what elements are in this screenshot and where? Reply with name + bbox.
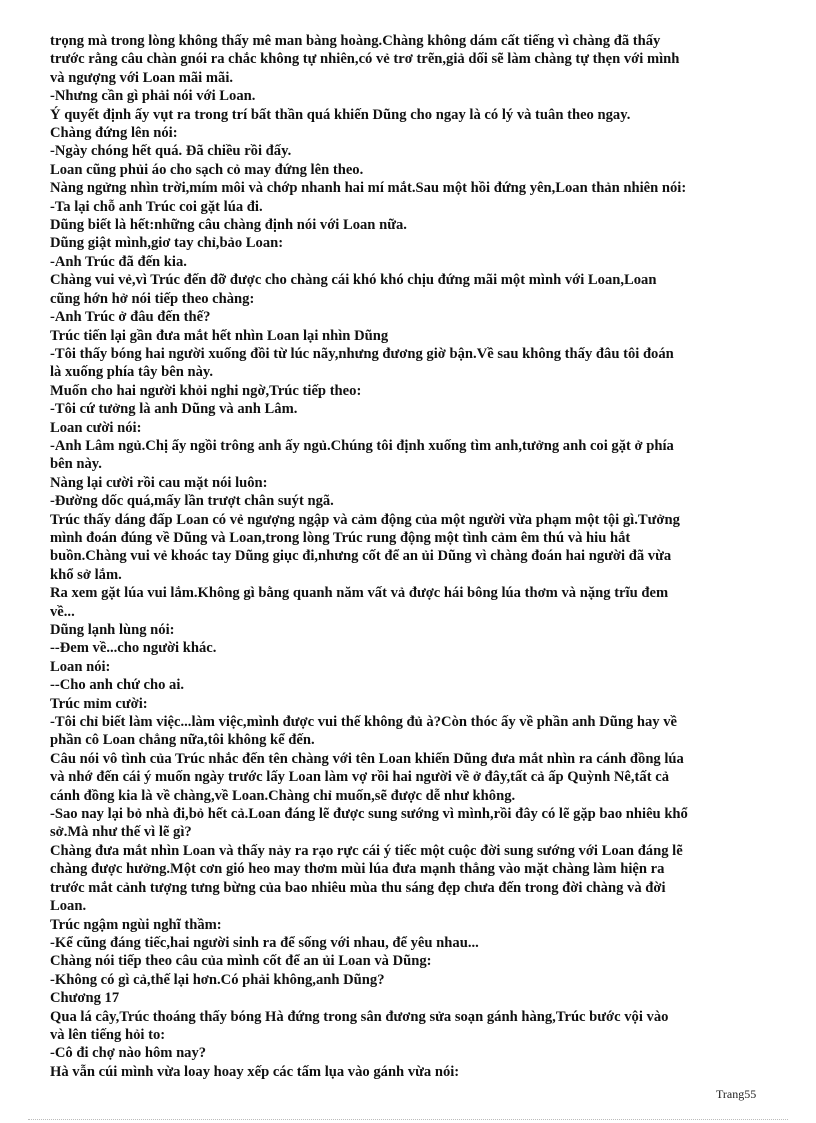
text-line: -Đường dốc quá,mấy lần trượt chân suýt ngã.: [50, 493, 334, 510]
text-line: Câu nói vô tình của Trúc nhắc đến tên chàng với tên Loan khiến Dũng đưa mắt nhìn ra cánh đồng lúa: [50, 750, 684, 767]
text-line: và lên tiếng hỏi to:: [50, 1026, 166, 1043]
text-line: Trúc thấy dáng đấp Loan có vẻ ngượng ngập và cảm động của một người vừa phạm một tội gì.Tưởng: [50, 511, 680, 528]
text-line: -Tôi chỉ biết làm việc...làm việc,mình được vui thế không đủ à?Còn thóc ấy về phần anh Dũng hay về: [50, 714, 678, 731]
text-line: Nàng lại cười rồi cau mặt nói luôn:: [50, 474, 268, 491]
text-line: Trúc tiến lại gần đưa mắt hết nhìn Loan lại nhìn Dũng: [50, 327, 389, 344]
text-line: bên này.: [50, 456, 102, 473]
text-line: Chàng đứng lên nói:: [50, 125, 178, 142]
text-line: Loan.: [50, 898, 87, 915]
text-line: Nàng ngửng nhìn trời,mím môi và chớp nhanh hai mí mắt.Sau một hồi đứng yên,Loan thản nhiên nói:: [50, 180, 687, 197]
text-line: chàng được hưởng.Một cơn gió heo may thơm mùi lúa đưa mạnh thẳng vào mặt chàng làm hiện ra: [50, 861, 665, 878]
text-line: -Anh Lâm ngủ.Chị ấy ngồi trông anh ấy ngủ.Chúng tôi định xuống tìm anh,tưởng anh coi gặt ở phía: [50, 437, 674, 454]
footer-divider: [28, 1119, 788, 1120]
text-line: Qua lá cây,Trúc thoáng thấy bóng Hà đứng trong sân đương sửa soạn gánh hàng,Trúc bước vội vào: [50, 1008, 669, 1025]
text-line: Dũng biết là hết:những câu chàng định nói với Loan nữa.: [50, 217, 407, 234]
text-line: Ra xem gặt lúa vui lắm.Không gì bằng quanh năm vất vả được hái bông lúa thơm và nặng trĩu đem: [50, 585, 669, 602]
text-line: Chàng nói tiếp theo câu của mình cốt để an ủi Loan và Dũng:: [50, 953, 432, 970]
text-line: và ngượng với Loan mãi mãi.: [50, 69, 234, 86]
text-line: sở.Mà như thế vì lẽ gì?: [50, 824, 192, 841]
text-line: cũng hớn hở nói tiếp theo chàng:: [50, 290, 255, 307]
text-line: Ý quyết định ấy vụt ra trong trí bất thần quá khiến Dũng cho ngay là có lý và tuân theo ngay.: [50, 106, 631, 123]
text-line: -Ta lại chỗ anh Trúc coi gặt lúa đi.: [50, 198, 263, 215]
document-body: [50, 32, 772, 1081]
text-line: là xuống phía tây bên này.: [50, 364, 214, 381]
text-line: trước rằng câu chàn gnói ra chắc không tự nhiên,có vẻ trơ trẽn,giả dối sẽ làm chàng tự thẹn với mình: [50, 51, 680, 68]
text-line: -Anh Trúc đã đến kia.: [50, 253, 187, 270]
text-line: -Không có gì cả,thế lại hơn.Có phải không,anh Dũng?: [50, 971, 385, 988]
text-line: --Đem về...cho người khác.: [50, 640, 217, 657]
text-line: và nhớ đến cái ý muốn ngày trước lấy Loan làm vợ rồi hai người về ở đây,tất cả ấp Quỳnh Nê,tất cả: [50, 769, 670, 786]
text-line: khổ sở lắm.: [50, 566, 122, 583]
text-line: Chàng đưa mắt nhìn Loan và thấy nảy ra rạo rực cái ý tiếc một cuộc đời sung sướng với Loan đáng lẽ: [50, 842, 683, 859]
text-line: -Ngày chóng hết quá. Đã chiều rồi đấy.: [50, 143, 292, 160]
text-line: Trúc mỉm cười:: [50, 695, 148, 712]
text-line: cánh đồng kia là về chàng,về Loan.Chàng chỉ muốn,sẽ được dễ như không.: [50, 787, 516, 804]
text-line: -Cô đi chợ nào hôm nay?: [50, 1045, 207, 1062]
text-line: Dũng lạnh lùng nói:: [50, 622, 175, 638]
text-line: -Sao nay lại bỏ nhà đi,bỏ hết cả.Loan đáng lẽ được sung sướng vì mình,rồi đây có lẽ gặp bao nhiêu khổ: [50, 806, 688, 823]
text-line: --Cho anh chứ cho ai.: [50, 677, 185, 694]
text-line: -Nhưng cần gì phải nói với Loan.: [50, 88, 256, 105]
text-line: Dũng giật mình,giơ tay chỉ,bảo Loan:: [50, 235, 284, 252]
text-line: trước mắt cảnh tượng tưng bừng của bao nhiêu mùa thu sáng đẹp chưa đến trong đời chàng và đời: [50, 879, 666, 896]
text-line: buồn.Chàng vui vẻ khoác tay Dũng giục đi,nhưng cốt để an ủi Dũng vì chàng đoán hai người đã vừa: [50, 548, 672, 565]
text-line: Trúc ngậm ngùi nghĩ thầm:: [50, 916, 222, 933]
text-line: -Tôi cứ tưởng là anh Dũng và anh Lâm.: [50, 401, 298, 418]
text-line: Muốn cho hai người khỏi nghi ngờ,Trúc tiếp theo:: [50, 382, 362, 399]
text-line: mình đoán đúng về Dũng và Loan,trong lòng Trúc rung động một tình cảm êm thú và hiu hắt: [50, 529, 631, 546]
text-line: Chương 17: [50, 990, 120, 1007]
text-line: Hà vẫn cúi mình vừa loay hoay xếp các tấm lụa vào gánh vừa nói:: [50, 1063, 460, 1080]
page-number: Trang55: [716, 1087, 757, 1101]
text-line: về...: [50, 603, 75, 620]
text-line: -Tôi thấy bóng hai người xuống đồi từ lúc nãy,nhưng đương giờ bận.Về sau không thấy đâu tôi đoán: [50, 345, 674, 362]
text-line: Chàng vui vẻ,vì Trúc đến đỡ được cho chàng cái khó khó chịu đứng mãi một mình với Loan,Loan: [50, 272, 657, 289]
text-line: trọng mà trong lòng không thấy mê man bàng hoàng.Chàng không dám cất tiếng vì chàng đã thấy: [50, 33, 661, 49]
text-line: -Kể cũng đáng tiếc,hai người sinh ra để sống với nhau, để yêu nhau...: [50, 934, 479, 951]
text-line: Loan cũng phủi áo cho sạch cỏ may đứng lên theo.: [50, 161, 364, 178]
text-line: Loan cười nói:: [50, 419, 142, 436]
text-line: -Anh Trúc ở đâu đến thế?: [50, 309, 211, 326]
text-line: Loan nói:: [50, 658, 111, 675]
text-line: phần cô Loan chẳng nữa,tôi không kể đến.: [50, 732, 315, 749]
